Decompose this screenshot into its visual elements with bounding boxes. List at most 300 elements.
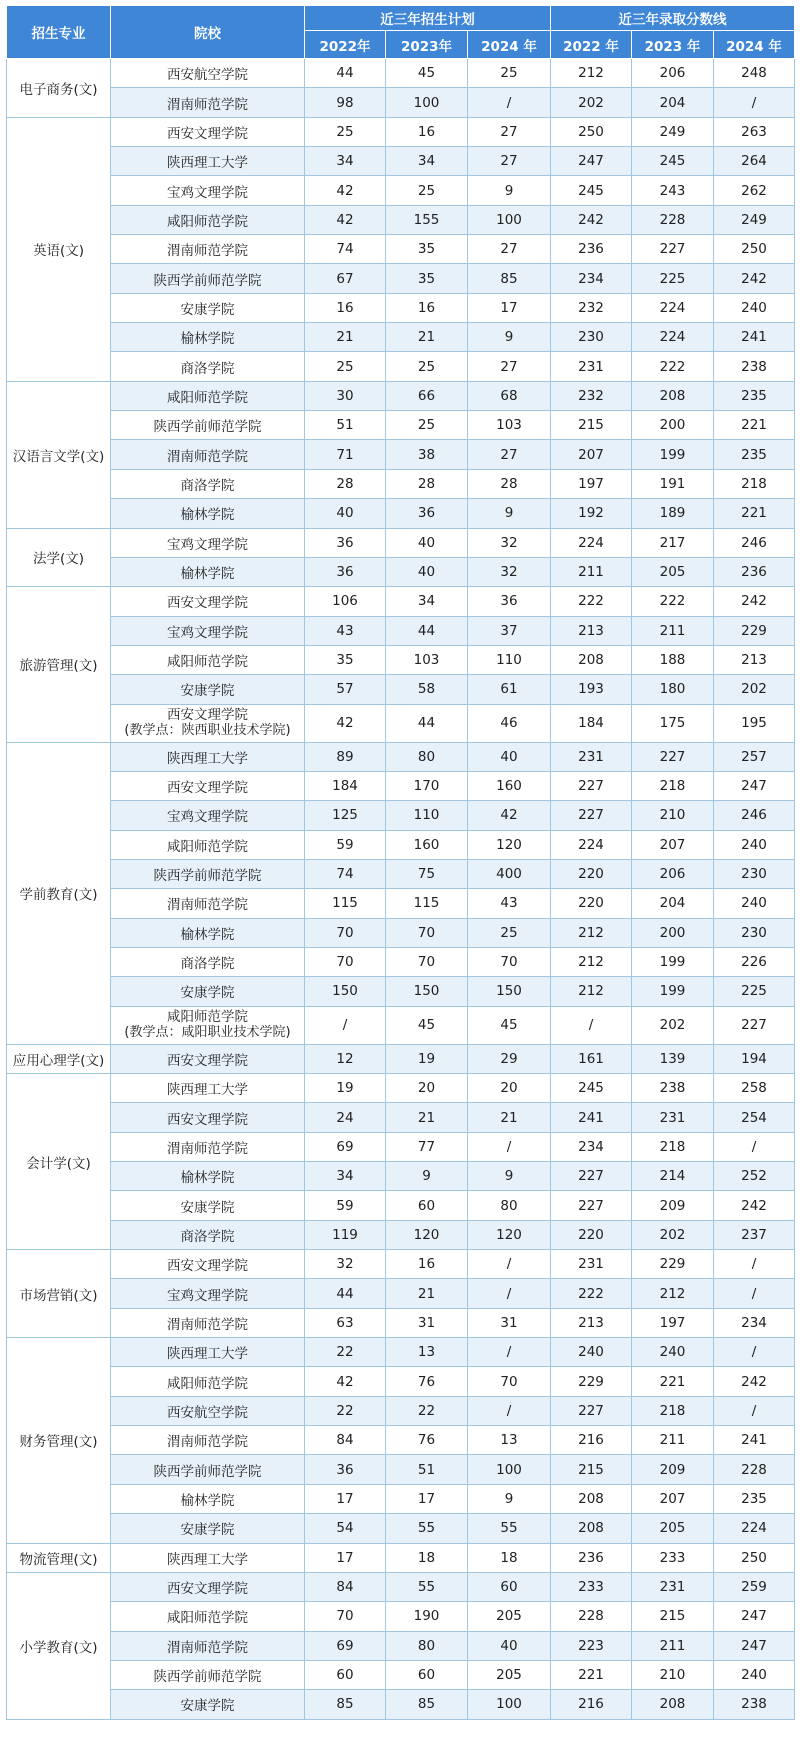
score-cell: 205: [632, 1514, 714, 1543]
plan-cell: 60: [386, 1191, 468, 1220]
score-cell: 227: [632, 742, 714, 771]
plan-cell: 29: [468, 1044, 551, 1073]
plan-cell: 44: [305, 1279, 386, 1308]
plan-cell: 31: [468, 1308, 551, 1337]
plan-cell: 27: [468, 147, 551, 176]
table-row: [7, 293, 795, 322]
score-cell: 252: [714, 1162, 795, 1191]
score-cell: 222: [632, 587, 714, 616]
plan-cell: 27: [468, 440, 551, 469]
plan-cell: 25: [386, 411, 468, 440]
plan-cell: 45: [386, 1006, 468, 1044]
score-cell: 139: [632, 1044, 714, 1073]
score-cell: 250: [551, 117, 632, 146]
header-score-group: 近三年录取分数线: [551, 6, 795, 31]
plan-cell: 51: [386, 1455, 468, 1484]
plan-cell: 57: [305, 675, 386, 704]
table-row: [7, 1006, 795, 1044]
score-cell: 214: [632, 1162, 714, 1191]
score-cell: 242: [714, 587, 795, 616]
major-cell: 法学(文): [7, 528, 111, 587]
score-cell: 241: [714, 323, 795, 352]
major-cell: 电子商务(文): [7, 59, 111, 118]
score-cell: 238: [714, 1690, 795, 1719]
plan-cell: 45: [468, 1006, 551, 1044]
school-cell: 咸阳师范学院: [111, 205, 305, 234]
table-row: [7, 1103, 795, 1132]
score-cell: 220: [551, 1220, 632, 1249]
plan-cell: 42: [305, 704, 386, 742]
table-row: [7, 801, 795, 830]
score-cell: 234: [714, 1308, 795, 1337]
plan-cell: 21: [305, 323, 386, 352]
table-header: [7, 6, 795, 59]
plan-cell: 85: [386, 1690, 468, 1719]
school-cell: 陕西理工大学: [111, 1543, 305, 1572]
score-cell: 213: [551, 1308, 632, 1337]
score-cell: 218: [714, 469, 795, 498]
score-cell: 247: [551, 147, 632, 176]
score-cell: 222: [551, 587, 632, 616]
plan-cell: 36: [305, 1455, 386, 1484]
school-cell: 宝鸡文理学院: [111, 801, 305, 830]
score-cell: 237: [714, 1220, 795, 1249]
plan-cell: 120: [468, 830, 551, 859]
school-cell: 安康学院: [111, 977, 305, 1006]
school-cell: 咸阳师范学院: [111, 381, 305, 410]
plan-cell: 55: [468, 1514, 551, 1543]
plan-cell: 100: [386, 88, 468, 117]
plan-cell: 16: [305, 293, 386, 322]
score-cell: 208: [551, 645, 632, 674]
score-cell: 224: [632, 323, 714, 352]
score-cell: 209: [632, 1455, 714, 1484]
score-cell: 257: [714, 742, 795, 771]
score-cell: 213: [551, 616, 632, 645]
score-cell: 240: [551, 1338, 632, 1367]
header-plan-year: 2023年: [386, 31, 468, 59]
score-cell: 221: [632, 1367, 714, 1396]
plan-cell: 40: [468, 742, 551, 771]
score-cell: /: [551, 1006, 632, 1044]
plan-cell: 25: [386, 352, 468, 381]
plan-cell: 25: [305, 117, 386, 146]
score-cell: 216: [551, 1426, 632, 1455]
score-cell: 217: [632, 528, 714, 557]
school-cell: 西安文理学院: [111, 587, 305, 616]
table-row: [7, 205, 795, 234]
major-cell: 汉语言文学(文): [7, 381, 111, 528]
plan-cell: 70: [386, 918, 468, 947]
plan-cell: 46: [468, 704, 551, 742]
school-cell: 咸阳师范学院: [111, 645, 305, 674]
score-cell: /: [714, 1250, 795, 1279]
plan-cell: 42: [305, 205, 386, 234]
score-cell: 238: [632, 1074, 714, 1103]
score-cell: 234: [551, 1132, 632, 1161]
plan-cell: 35: [305, 645, 386, 674]
score-cell: 193: [551, 675, 632, 704]
table-row: [7, 918, 795, 947]
header-major: 招生专业: [7, 6, 111, 59]
plan-cell: 59: [305, 830, 386, 859]
score-cell: 227: [551, 1162, 632, 1191]
table-row: [7, 499, 795, 528]
score-cell: 242: [714, 1191, 795, 1220]
header-score-year: 2023 年: [632, 31, 714, 59]
table-row: [7, 587, 795, 616]
score-cell: 192: [551, 499, 632, 528]
plan-cell: 27: [468, 117, 551, 146]
score-cell: 212: [551, 977, 632, 1006]
score-cell: /: [714, 88, 795, 117]
score-cell: 208: [551, 1514, 632, 1543]
table-row: [7, 1338, 795, 1367]
score-cell: 227: [551, 1396, 632, 1425]
plan-cell: /: [468, 88, 551, 117]
table-row: [7, 469, 795, 498]
plan-cell: 68: [468, 381, 551, 410]
school-cell: 商洛学院: [111, 469, 305, 498]
score-cell: 238: [714, 352, 795, 381]
score-cell: 229: [551, 1367, 632, 1396]
plan-cell: 70: [468, 947, 551, 976]
plan-cell: 42: [305, 176, 386, 205]
score-cell: 223: [551, 1631, 632, 1660]
plan-cell: 21: [386, 1103, 468, 1132]
plan-cell: 155: [386, 205, 468, 234]
score-cell: 208: [551, 1484, 632, 1513]
score-cell: 215: [551, 1455, 632, 1484]
header-plan-year: 2024 年: [468, 31, 551, 59]
school-cell: 榆林学院: [111, 1162, 305, 1191]
score-cell: 227: [551, 1191, 632, 1220]
plan-cell: 40: [305, 499, 386, 528]
table-row: [7, 528, 795, 557]
plan-cell: 17: [468, 293, 551, 322]
score-cell: 246: [714, 528, 795, 557]
score-cell: 259: [714, 1572, 795, 1601]
plan-cell: 36: [468, 587, 551, 616]
score-cell: 211: [632, 1631, 714, 1660]
plan-cell: 77: [386, 1132, 468, 1161]
table-row: [7, 1514, 795, 1543]
score-cell: 215: [551, 411, 632, 440]
school-cell: 陕西学前师范学院: [111, 1660, 305, 1689]
score-cell: 228: [632, 205, 714, 234]
plan-cell: 21: [386, 323, 468, 352]
plan-cell: 22: [386, 1396, 468, 1425]
school-cell: 西安文理学院: [111, 1044, 305, 1073]
plan-cell: 70: [386, 947, 468, 976]
plan-cell: 34: [305, 147, 386, 176]
school-cell: [111, 704, 305, 742]
header-plan-year: 2022年: [305, 31, 386, 59]
score-cell: 180: [632, 675, 714, 704]
school-cell: 陕西理工大学: [111, 1074, 305, 1103]
score-cell: 221: [714, 499, 795, 528]
plan-cell: 35: [386, 264, 468, 293]
score-cell: 227: [551, 801, 632, 830]
table-row: [7, 147, 795, 176]
plan-cell: 54: [305, 1514, 386, 1543]
plan-cell: 205: [468, 1602, 551, 1631]
major-cell: 小学教育(文): [7, 1572, 111, 1719]
plan-cell: 12: [305, 1044, 386, 1073]
plan-cell: 9: [468, 499, 551, 528]
plan-cell: 24: [305, 1103, 386, 1132]
score-cell: 232: [551, 381, 632, 410]
plan-cell: 13: [468, 1426, 551, 1455]
plan-cell: 28: [305, 469, 386, 498]
plan-cell: 205: [468, 1660, 551, 1689]
table-row: [7, 1044, 795, 1073]
plan-cell: 25: [305, 352, 386, 381]
plan-cell: 32: [468, 557, 551, 586]
score-cell: 235: [714, 440, 795, 469]
plan-cell: 84: [305, 1572, 386, 1601]
plan-cell: 74: [305, 859, 386, 888]
table-body: [7, 59, 795, 1720]
plan-cell: 61: [468, 675, 551, 704]
plan-cell: 74: [305, 235, 386, 264]
score-cell: 199: [632, 440, 714, 469]
score-cell: 207: [632, 1484, 714, 1513]
score-cell: 194: [714, 1044, 795, 1073]
school-campus-note: (教学点：陕西职业技术学院): [124, 723, 291, 739]
admission-table-container: [6, 5, 794, 1720]
school-cell: 宝鸡文理学院: [111, 1279, 305, 1308]
major-cell: 学前教育(文): [7, 742, 111, 1044]
plan-cell: 70: [305, 1602, 386, 1631]
school-cell: 商洛学院: [111, 1220, 305, 1249]
score-cell: 230: [714, 918, 795, 947]
school-cell: 安康学院: [111, 1690, 305, 1719]
header-school: 院校: [111, 6, 305, 59]
school-cell: 榆林学院: [111, 918, 305, 947]
plan-cell: 40: [468, 1631, 551, 1660]
plan-cell: 45: [386, 59, 468, 88]
plan-cell: 9: [468, 323, 551, 352]
score-cell: 236: [714, 557, 795, 586]
plan-cell: 25: [468, 59, 551, 88]
plan-cell: 58: [386, 675, 468, 704]
score-cell: 227: [632, 235, 714, 264]
score-cell: 243: [632, 176, 714, 205]
table-row: [7, 742, 795, 771]
plan-cell: /: [468, 1396, 551, 1425]
score-cell: 195: [714, 704, 795, 742]
school-cell: 咸阳师范学院: [111, 1602, 305, 1631]
table-row: [7, 1308, 795, 1337]
score-cell: 202: [632, 1006, 714, 1044]
plan-cell: 70: [305, 947, 386, 976]
table-row: [7, 977, 795, 1006]
plan-cell: 21: [468, 1103, 551, 1132]
score-cell: 234: [551, 264, 632, 293]
score-cell: 204: [632, 88, 714, 117]
plan-cell: 28: [386, 469, 468, 498]
plan-cell: 16: [386, 117, 468, 146]
school-cell: 渭南师范学院: [111, 1308, 305, 1337]
school-cell: 安康学院: [111, 1191, 305, 1220]
school-cell: 渭南师范学院: [111, 88, 305, 117]
score-cell: 247: [714, 1602, 795, 1631]
table-row: [7, 1484, 795, 1513]
score-cell: 240: [714, 293, 795, 322]
plan-cell: 22: [305, 1338, 386, 1367]
plan-cell: 35: [386, 235, 468, 264]
score-cell: 231: [632, 1572, 714, 1601]
score-cell: 246: [714, 801, 795, 830]
table-row: [7, 381, 795, 410]
plan-cell: 27: [468, 235, 551, 264]
school-cell: 西安航空学院: [111, 1396, 305, 1425]
plan-cell: 36: [305, 528, 386, 557]
plan-cell: 43: [305, 616, 386, 645]
school-cell: [111, 1006, 305, 1044]
school-cell: 咸阳师范学院: [111, 1367, 305, 1396]
score-cell: 197: [551, 469, 632, 498]
score-cell: 247: [714, 1631, 795, 1660]
plan-cell: 59: [305, 1191, 386, 1220]
score-cell: 241: [714, 1426, 795, 1455]
score-cell: 245: [632, 147, 714, 176]
school-cell: 渭南师范学院: [111, 889, 305, 918]
school-cell: 西安文理学院: [111, 117, 305, 146]
score-cell: 231: [551, 1250, 632, 1279]
score-cell: 212: [551, 947, 632, 976]
school-cell: 渭南师范学院: [111, 1631, 305, 1660]
score-cell: 175: [632, 704, 714, 742]
score-cell: 263: [714, 117, 795, 146]
score-cell: 231: [551, 742, 632, 771]
score-cell: 229: [632, 1250, 714, 1279]
plan-cell: 110: [386, 801, 468, 830]
plan-cell: 76: [386, 1367, 468, 1396]
plan-cell: 67: [305, 264, 386, 293]
school-cell: 陕西学前师范学院: [111, 1455, 305, 1484]
score-cell: /: [714, 1338, 795, 1367]
plan-cell: 34: [386, 587, 468, 616]
plan-cell: 66: [386, 381, 468, 410]
table-row: [7, 88, 795, 117]
score-cell: 249: [632, 117, 714, 146]
major-cell: 市场营销(文): [7, 1250, 111, 1338]
table-row: [7, 1426, 795, 1455]
score-cell: 250: [714, 235, 795, 264]
score-cell: 212: [551, 59, 632, 88]
plan-cell: 31: [386, 1308, 468, 1337]
score-cell: 235: [714, 1484, 795, 1513]
school-cell: 商洛学院: [111, 947, 305, 976]
plan-cell: 100: [468, 1455, 551, 1484]
score-cell: 254: [714, 1103, 795, 1132]
plan-cell: 110: [468, 645, 551, 674]
plan-cell: 55: [386, 1572, 468, 1601]
plan-cell: 18: [468, 1543, 551, 1572]
score-cell: 225: [714, 977, 795, 1006]
score-cell: 211: [632, 1426, 714, 1455]
score-cell: 213: [714, 645, 795, 674]
score-cell: 199: [632, 977, 714, 1006]
plan-cell: 21: [386, 1279, 468, 1308]
score-cell: 224: [714, 1514, 795, 1543]
plan-cell: 80: [386, 1631, 468, 1660]
table-row: [7, 117, 795, 146]
score-cell: 230: [551, 323, 632, 352]
plan-cell: 60: [305, 1660, 386, 1689]
plan-cell: 19: [386, 1044, 468, 1073]
score-cell: 215: [632, 1602, 714, 1631]
plan-cell: 30: [305, 381, 386, 410]
score-cell: 232: [551, 293, 632, 322]
score-cell: 218: [632, 1132, 714, 1161]
score-cell: 240: [632, 1338, 714, 1367]
plan-cell: 80: [386, 742, 468, 771]
table-row: [7, 323, 795, 352]
table-row: [7, 1572, 795, 1601]
table-row: [7, 1602, 795, 1631]
score-cell: 218: [632, 1396, 714, 1425]
major-cell: 会计学(文): [7, 1074, 111, 1250]
plan-cell: 25: [386, 176, 468, 205]
table-row: [7, 1367, 795, 1396]
plan-cell: 42: [468, 801, 551, 830]
score-cell: 235: [714, 381, 795, 410]
score-cell: 220: [551, 859, 632, 888]
plan-cell: 34: [305, 1162, 386, 1191]
plan-cell: 170: [386, 771, 468, 800]
score-cell: 222: [551, 1279, 632, 1308]
table-row: [7, 1279, 795, 1308]
plan-cell: 69: [305, 1132, 386, 1161]
plan-cell: 51: [305, 411, 386, 440]
school-cell: 商洛学院: [111, 352, 305, 381]
table-row: [7, 59, 795, 88]
score-cell: 220: [551, 889, 632, 918]
score-cell: 242: [551, 205, 632, 234]
plan-cell: 60: [468, 1572, 551, 1601]
plan-cell: 115: [386, 889, 468, 918]
plan-cell: 60: [386, 1660, 468, 1689]
school-cell: 渭南师范学院: [111, 1132, 305, 1161]
school-cell: 陕西理工大学: [111, 1338, 305, 1367]
score-cell: 247: [714, 771, 795, 800]
score-cell: 202: [714, 675, 795, 704]
table-row: [7, 1220, 795, 1249]
score-cell: 218: [632, 771, 714, 800]
score-cell: 264: [714, 147, 795, 176]
plan-cell: 13: [386, 1338, 468, 1367]
plan-cell: 32: [305, 1250, 386, 1279]
plan-cell: 36: [305, 557, 386, 586]
score-cell: 236: [551, 1543, 632, 1572]
table-row: [7, 1162, 795, 1191]
score-cell: 245: [551, 1074, 632, 1103]
table-row: [7, 235, 795, 264]
plan-cell: 400: [468, 859, 551, 888]
plan-cell: 120: [468, 1220, 551, 1249]
score-cell: 184: [551, 704, 632, 742]
score-cell: 228: [714, 1455, 795, 1484]
plan-cell: 17: [305, 1484, 386, 1513]
school-cell: 陕西学前师范学院: [111, 264, 305, 293]
plan-cell: 19: [305, 1074, 386, 1103]
score-cell: 204: [632, 889, 714, 918]
score-cell: 231: [551, 352, 632, 381]
plan-cell: 70: [305, 918, 386, 947]
